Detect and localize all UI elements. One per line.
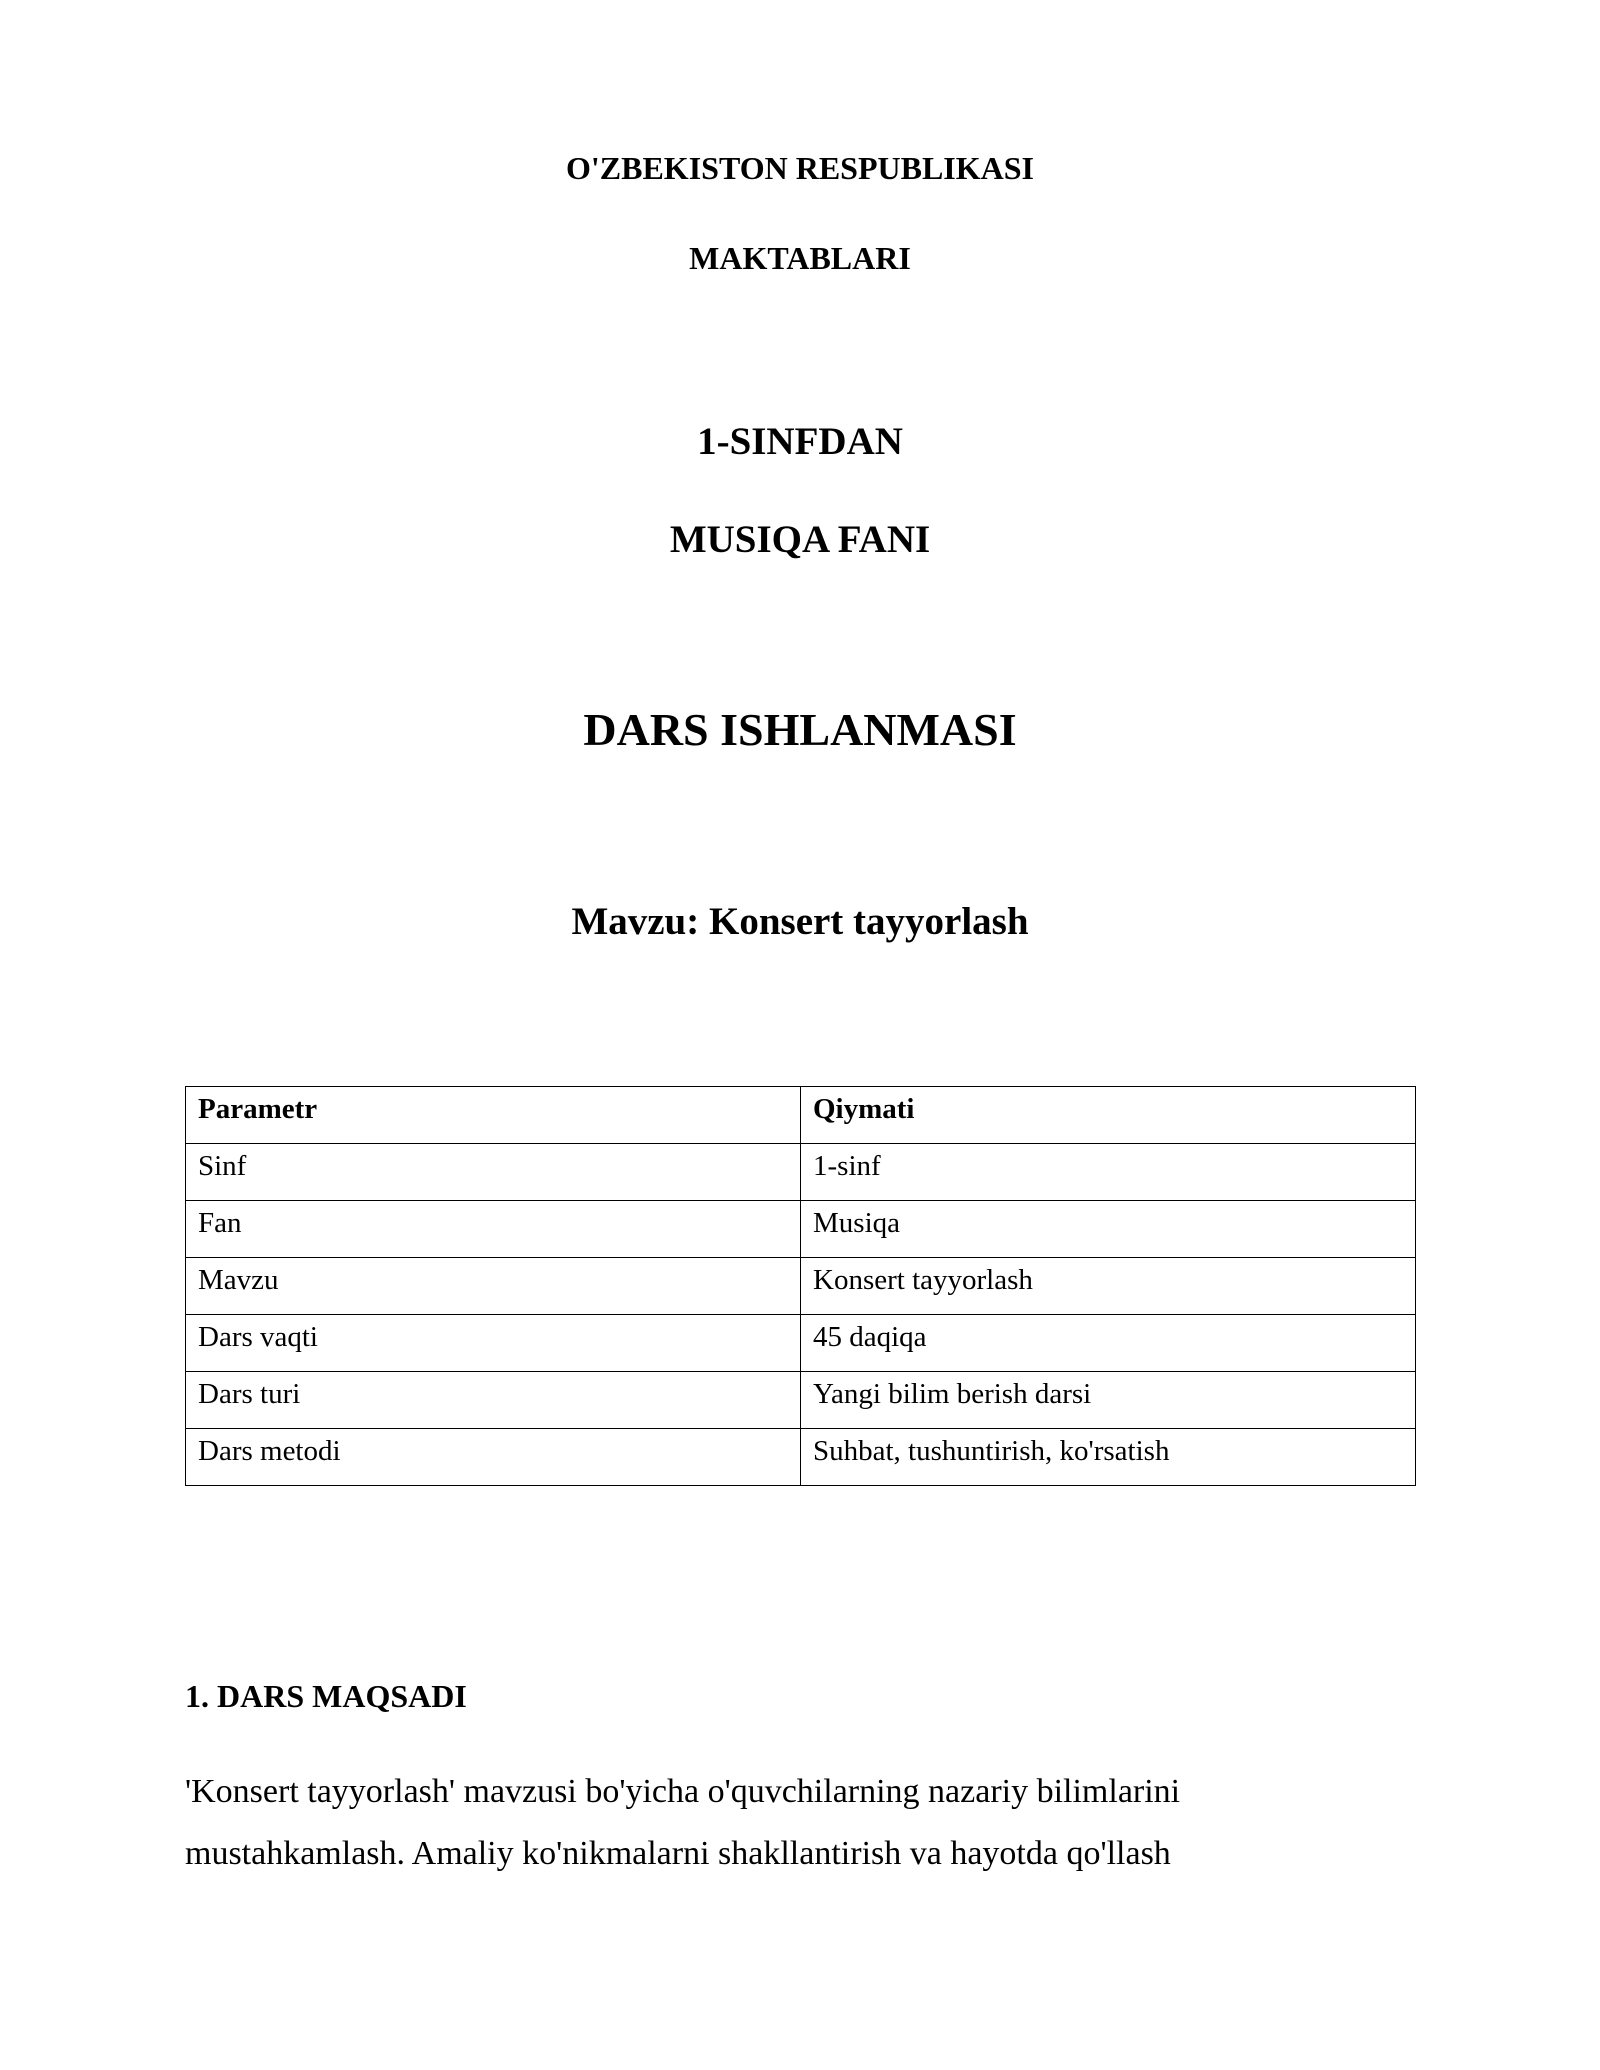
table-row	[186, 1429, 1416, 1486]
country-heading: O'ZBEKISTON RESPUBLIKASI	[565, 150, 1034, 186]
paragraph-line: mustahkamlash. Amaliy ko'nikmalarni shakllantirish va hayotda qo'llash	[185, 1835, 1171, 1872]
table-cell: Suhbat, tushuntirish, ko'rsatish	[801, 1429, 1416, 1486]
table-row	[186, 1315, 1416, 1372]
table-row	[186, 1144, 1416, 1201]
table-row	[186, 1201, 1416, 1258]
grade-heading: 1-SINFDAN	[697, 420, 903, 463]
table-cell: Mavzu	[186, 1258, 801, 1315]
lesson-info-table	[185, 1086, 1416, 1486]
table-cell: Dars metodi	[186, 1429, 801, 1486]
table-header-row	[186, 1087, 1416, 1144]
document-title: DARS ISHLANMASI	[583, 704, 1017, 755]
table-row	[186, 1372, 1416, 1429]
table-cell: 45 daqiqa	[801, 1315, 1416, 1372]
table-cell: Sinf	[186, 1144, 801, 1201]
table-cell: Konsert tayyorlash	[801, 1258, 1416, 1315]
section-heading: 1. DARS MAQSADI	[185, 1678, 467, 1714]
table-cell: Dars vaqti	[186, 1315, 801, 1372]
table-header-cell: Parametr	[186, 1087, 801, 1144]
paragraph-line: 'Konsert tayyorlash' mavzusi bo'yicha o'quvchilarning nazariy bilimlarini	[185, 1773, 1181, 1810]
table-cell: Fan	[186, 1201, 801, 1258]
subject-heading: MUSIQA FANI	[669, 518, 931, 561]
topic-heading: Mavzu: Konsert tayyorlash	[571, 900, 1029, 943]
table-row	[186, 1258, 1416, 1315]
table-cell: Musiqa	[801, 1201, 1416, 1258]
section-paragraph	[185, 1761, 1415, 1885]
schools-heading: MAKTABLARI	[689, 240, 911, 276]
table-header-cell: Qiymati	[801, 1087, 1416, 1144]
table-cell: Dars turi	[186, 1372, 801, 1429]
table-cell: 1-sinf	[801, 1144, 1416, 1201]
table-cell: Yangi bilim berish darsi	[801, 1372, 1416, 1429]
